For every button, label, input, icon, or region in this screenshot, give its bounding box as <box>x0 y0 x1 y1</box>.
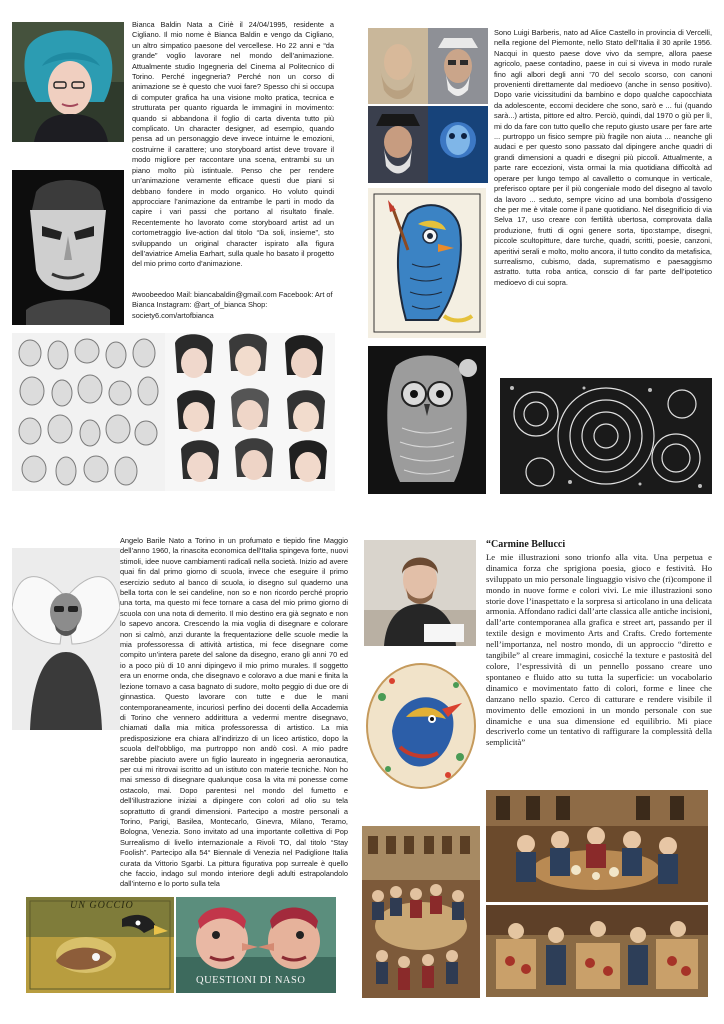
luigi-cosmic-drawing <box>500 378 712 494</box>
angelo-bio-paragraph: Angelo Barile Nato a Torino in un profumato e tiepido fine Maggio dell’anno 1960, la rinascita economica dell’Italia spingeva forte, nuovi stimoli, idee nuove cambiamenti radicali nella società. Inizio ad avere quai fin dal primo giorno di scuola, invece che eseguire il primo esercizio seduto al banco di scuola, io disegno sul quaderno una bella torta con le sei candeline, non so e non ricordo perché proprio una torta, ma questo mi fece tornare a casa del mio primo giorno di scuola con una nota di demerito. Il mio destino era già segnato e non lo sapevo ancora. Crescendo la mia voglia di disegnare e colorare non si calmò, anzi durante la frequentazione delle scuole medie la mia professoressa di attività artistica, mi fece disegnare come compito un’intera parete del salone da disegno, erano gli anni 70 ed io a poco più di 10 anni dipingevo il mio primo murales. Il soggetto era un enorme onda, che disegnavo e coloravo a due mani e finita la lezione tornavo a casa bagnato di sudore, molto peggio di due ore di ginnastica. Questo lavorare con tutte e due le mani contemporaneamente, incuriosì perfino dei docenti della Accademia di Torino che vennero addirittura a vedermi mentre disegnavo, chiamati dalla mia mitica professoressa di artistico. La mia predisposizione era chiara all’indirizzo di un liceo artistico, dopo la scuola dell’obbligo, ma purtroppo non andò così. A mio padre sarebbe piaciuto avere un figlio laureato in ingegneria aeronautica, per cui mi ritrovai iscritto ad un istituto con materie tecniche. Non ho mai smesso di disegnare qualunque cosa la vita mi ponesse come ostacolo, mai. Dopo parentesi nel mondo del fumetto e dell’illustrazione iniziai a dipingere con colori ad olio su tela soprattutto di grandi dimensioni. Partecipo a mostre personali a Torino, Parigi, Basilea, Montecarlo, Ginevra, Milano, Teramo, Bologna, Venezia. Sono invitato ad una importante collettiva di Pop Surrealismo di livello internazionale a Rivoli TO, dal titolo “Stay Foolish”. Partecipo alla 54° Biennale di Venezia nel Padiglione Italia curata da Vittorio Sgarbi. La pittura figurativa pop surreale è quello che faccio, indago sul mondo interiore degli adulti estrapolandolo dall’interno e lo porto sulla tela <box>120 536 348 889</box>
bianca-mask-character-artwork <box>12 170 124 325</box>
un-goccio-label: UN GOCCIO <box>70 900 134 911</box>
carmine-bio-block <box>486 540 712 772</box>
luigi-bio-text <box>494 28 712 370</box>
bianca-contacts <box>132 290 334 332</box>
carmine-portrait-photo <box>364 540 476 646</box>
carmine-bio-paragraph: Le mie illustrazioni sono trionfo alla vita. Una perpetua e dinamica forza che sprigiona poesia, gioco e festività. Ho sviluppato un mio personale linguaggio visivo che (ri)compone il mondo in nuove forme e colori vivi. Le mie illustrazioni sono storie dove l’inaspettato e la sorpresa si articolano in una delicata armonia. Affondano radici dall’arte classica alle antiche incisioni, dall’arte contemporanea alla grafica e street art, passando per il textile design e movimento Arts and Crafts. Credo fortemente nell’importanza, nel nostro mondo, di un approccio “diretto e tangibile” al creare immagini, cosicché la texture e pastosità del colore, l’espressività di un pennello possano creare uno spontaneo e fluido atto su tutta la superficie: un vocabolario dinamico e movimentato fatto di colori, forme e linee che danzano nello spazio. Cerco di catturare e rendere visibile il movimento delle emozioni in un mondo personale con sue dinamiche e una sua dimensione ed equilibrio. Mi piace descriverlo come un tentativo di raffigurare la complessità della semplicità” <box>486 551 712 748</box>
bianca-bio-text <box>132 20 334 288</box>
bianca-portrait-photo <box>12 22 124 142</box>
angelo-questioni-di-naso-artwork <box>176 897 336 993</box>
bianca-bio-paragraph: Bianca Baldin Nata a Ciriè il 24/04/1995, residente a Cigliano. Il mio nome è Bianca Baldin e vengo da Cigliano, un altro simpatico paesone del vercellese. Ho 22 anni e “da grande” voglio lavorare nel mondo dell’animazione. Attualmente studio Ingegneria del Cinema al Politecnico di Torino. Perché ingegneria? Perché non un corso di animazione se è questo che vuoi fare? Spesso chi si occupa di computer grafica ha una visione molto pratica, tecnica e strutturata per quanto riguarda le immagini in movimento: quando si abbandona il foglio di carta diventa tutto più complicato. Un character designer, ad esempio, quando pensa ad un personaggio deve invece intuirne le emozioni, costruirne il carattere; uno storyboard artist deve trovare il modo migliore per raccontare una scena, entrambi su un piano molto più istintuale. Penso che per rendere un’animazione veramente efficace questi due piani si debbano fondere in modo organico. Ho voluto quindi approcciare l’animazione da entrambe le parti in modo da capire i vari passi che portano al risultato finale. Recentemente ho lavorato come storyboard artist ad un cortometraggio live-action dal titolo “Da soli, insieme”, sto sviluppando un original character ispirato alla figura dell’aviatrice Amelia Earhart, sulla quale ho basato il progetto del mio primo corto d’animazione. <box>132 20 334 269</box>
angelo-bio-text <box>120 536 348 890</box>
angelo-un-goccio-artwork <box>26 897 174 993</box>
angelo-winged-portrait-photo <box>12 548 120 730</box>
luigi-owl-drawing <box>368 346 486 494</box>
carmine-tavern-scene-artwork <box>486 790 708 902</box>
carmine-bird-circle-artwork <box>362 657 480 795</box>
carmine-market-scene-artwork <box>486 905 708 997</box>
luigi-bird-painter-artwork <box>368 188 486 338</box>
carmine-city-crowd-artwork <box>362 826 480 998</box>
bianca-sketches-heads-artwork <box>12 333 165 491</box>
luigi-bio-paragraph: Sono Luigi Barberis, nato ad Alice Castello in provincia di Vercelli, nella regione del Piemonte, nello Stato dell’Italia il 30 aprile 1956. Nacqui in questo paese dove vivo da sempre, allora paese agricolo, paese contadino, paese in cui si viveva in modo rurale fino agli albori degli anni ’70 del secolo scorso, con canoni provenienti direttamente dal medioevo (anche in senso positivo). Dopo varie vicissitudini da bambino e dopo qualche capocchiata da adolescente, eccomi decidere che sono, sarò e ... fui (quando sarà...) artista, pittore ed altro. Perciò, quindi, dal 1970 o giù per lì, mi do da fare con tutto quello che reputo giusto usare per fare arte ... purtroppo un fisico sempre più fragile non aiuta ... neanche gli audaci e per questo sono passato dal dipingere anche quadri di grandi dimensioni a quadri e disegni più piccoli. Attualmente, a parte rare eccezioni, vista ormai la mia quotidiana difficoltà ad operare per lungo tempo al cavalletto o comunque in verticale, preferisco optare per il più congeniale modo del disegno al tavolo da lavoro ... seduto, sempre vicino ad una bombola d’ossigeno che per me è vitale come il pane quotidiano. Nel disegnificio di via Selva 17, uso creare con fertilità ubertosa, comprovata dalla produzione, frutti di ogni genere sorta, tipo:stampe, disegni, piccole scultopitture, dare turche, quadri, scritti, poesie, canzoni, aperitivi serali e molto, molto ancora, il tutto condito da metafisica, surrealismo, cubismo, dada, suprematismo e paesaggismo astratto. tutta roba antica, conscio di far parte dell’ipotetico medioevo di cui sopra. <box>494 28 712 287</box>
bianca-character-faces-artwork <box>165 333 335 491</box>
bianca-contacts-text: #woobeedoo Mail: biancabaldin@gmail.com Facebook: Art of Bianca Instagram: @art_of_bianca Shop: society6.com/artofbianca <box>132 290 333 320</box>
questioni-di-naso-label: QUESTIONI DI NASO <box>196 975 306 986</box>
luigi-portraits-collage <box>368 28 488 183</box>
carmine-name-title: “Carmine Bellucci <box>486 540 566 550</box>
